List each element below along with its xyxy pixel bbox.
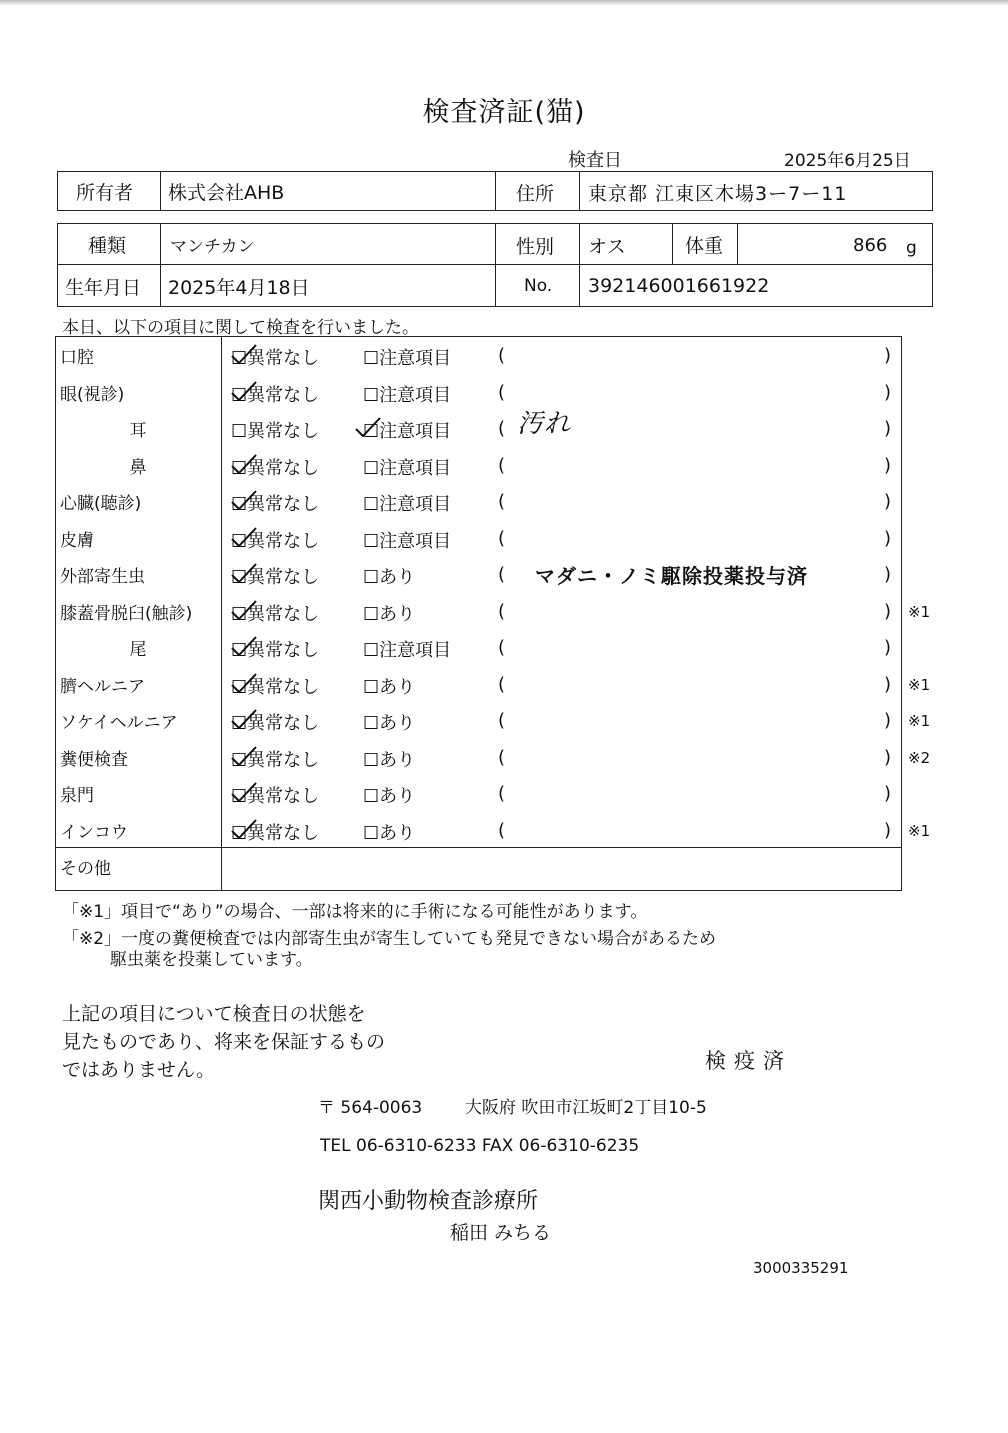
normal-checkbox[interactable]: ☐異常なし: [231, 713, 320, 734]
normal-checkbox[interactable]: ☐異常なし: [231, 530, 320, 552]
option-checkbox[interactable]: ☐注意項目: [363, 384, 452, 406]
sex-label: 性別: [516, 236, 555, 258]
disclaimer: [62, 1000, 385, 1084]
number-label: No.: [524, 276, 553, 296]
option-checkbox[interactable]: ☐あり: [363, 676, 416, 698]
row-label: 皮膚: [60, 530, 94, 551]
clinic-address: 大阪府 吹田市江坂町2丁目10-5: [465, 1098, 707, 1118]
pet-table: [57, 223, 933, 307]
normal-checkbox[interactable]: ☐異常なし: [231, 676, 320, 698]
open-paren: (: [498, 783, 506, 804]
check-mark-icon: [231, 673, 257, 693]
row-label: 臍ヘルニア: [60, 676, 145, 697]
address-value: 東京都 江東区木場3ー7ー11: [588, 183, 848, 205]
disclaimer-line-1: 上記の項目について検査日の状態を: [62, 1003, 366, 1025]
open-paren: (: [498, 637, 506, 658]
check-mark-icon: [231, 527, 257, 547]
check-row: [55, 628, 902, 665]
check-row: [55, 446, 902, 483]
footnote-2a: 「※2」一度の糞便検査では内部寄生虫が寄生していても発見できない場合があるため: [62, 929, 717, 949]
check-row: [55, 738, 902, 775]
normal-checkbox[interactable]: ☐異常なし: [231, 384, 320, 406]
footnote-2b: 駆虫薬を投薬しています。: [110, 950, 313, 970]
sex-value: オス: [588, 236, 626, 258]
option-checkbox[interactable]: ☐あり: [363, 603, 416, 625]
open-paren: (: [498, 819, 506, 841]
close-paren: ): [884, 746, 892, 768]
owner-table: [57, 171, 933, 211]
normal-checkbox[interactable]: ☐異常なし: [231, 603, 320, 625]
row-label: インコウ: [60, 822, 128, 843]
close-paren: ): [884, 783, 892, 804]
check-row: [55, 592, 902, 629]
exam-date: 2025年6月25日: [784, 151, 911, 171]
option-checkbox[interactable]: ☐あり: [363, 713, 416, 734]
number-value: 392146001661922: [588, 275, 770, 297]
option-checkbox[interactable]: ☐あり: [363, 567, 416, 588]
check-mark-icon: [231, 454, 257, 474]
scan-edge: [0, 0, 1008, 6]
check-row: [55, 482, 902, 519]
owner-label: 所有者: [76, 182, 134, 204]
check-row: [55, 409, 902, 446]
footnote-mark: ※1: [908, 821, 931, 840]
check-row: [55, 811, 902, 848]
check-mark-icon: [231, 782, 257, 802]
option-checkbox[interactable]: ☐あり: [363, 749, 416, 771]
check-row: [55, 336, 902, 373]
clinic-name: 関西小動物検査診療所: [318, 1189, 539, 1214]
weight-unit: g: [906, 238, 917, 258]
close-paren: ): [884, 454, 892, 476]
normal-checkbox[interactable]: ☐異常なし: [231, 348, 320, 369]
close-paren: ): [884, 673, 892, 695]
normal-checkbox[interactable]: ☐異常なし: [231, 421, 320, 442]
row-label: 鼻: [129, 457, 147, 478]
weight-label: 体重: [685, 235, 724, 257]
check-mark-icon: [231, 490, 257, 510]
open-paren: (: [498, 746, 506, 768]
check-mark-icon: [231, 709, 257, 729]
close-paren: ): [884, 600, 892, 622]
open-paren: (: [498, 564, 506, 585]
check-mark-icon: [231, 746, 257, 766]
normal-checkbox[interactable]: ☐異常なし: [231, 822, 320, 844]
open-paren: (: [498, 527, 506, 549]
row-label: 糞便検査: [60, 749, 128, 770]
normal-checkbox[interactable]: ☐異常なし: [231, 457, 320, 479]
check-rows: [55, 336, 902, 891]
row-label: 眼(視診): [60, 384, 125, 405]
row-label: 尾: [129, 640, 147, 660]
check-mark-icon: [231, 819, 257, 839]
close-paren: ): [884, 345, 892, 366]
open-paren: (: [498, 673, 506, 695]
row-note: マダニ・ノミ駆除投薬投与済: [535, 564, 808, 588]
option-checkbox[interactable]: ☐注意項目: [363, 640, 452, 661]
check-mark-icon: [231, 563, 257, 583]
check-row: [55, 774, 902, 811]
disclaimer-line-2: 見たものであり、将来を保証するもの: [62, 1031, 386, 1053]
row-label: 膝蓋骨脱臼(触診): [60, 603, 193, 624]
page-title: 検査済証(猫): [422, 97, 586, 128]
close-paren: ): [884, 710, 892, 731]
birth-label: 生年月日: [65, 277, 142, 299]
postal-code: 〒 564-0063: [318, 1098, 423, 1118]
normal-checkbox[interactable]: ☐異常なし: [231, 640, 320, 661]
close-paren: ): [884, 637, 892, 658]
row-label: 耳: [129, 421, 147, 441]
option-checkbox[interactable]: ☐注意項目: [363, 457, 452, 479]
normal-checkbox[interactable]: ☐異常なし: [231, 494, 320, 515]
open-paren: (: [498, 454, 506, 476]
check-row: [55, 701, 902, 738]
open-paren: (: [498, 345, 506, 366]
close-paren: ): [884, 527, 892, 549]
open-paren: (: [498, 710, 506, 731]
option-checkbox[interactable]: ☐あり: [363, 822, 416, 844]
check-row: [55, 373, 902, 410]
weight-value: 866: [853, 235, 888, 256]
document-id: 3000335291: [753, 1259, 849, 1277]
row-label: ソケイヘルニア: [60, 713, 178, 733]
check-mark-icon: [231, 344, 257, 364]
breed-label: 種類: [88, 235, 127, 257]
option-checkbox[interactable]: ☐注意項目: [363, 421, 452, 442]
owner-value: 株式会社AHB: [168, 182, 285, 204]
option-checkbox[interactable]: ☐注意項目: [363, 348, 452, 369]
open-paren: (: [498, 600, 506, 622]
option-checkbox[interactable]: ☐注意項目: [363, 494, 452, 515]
check-mark-icon: [355, 417, 381, 437]
check-mark-icon: [231, 600, 257, 620]
option-checkbox[interactable]: ☐あり: [363, 786, 416, 807]
footnote-mark: ※2: [908, 748, 931, 767]
address-label: 住所: [516, 183, 555, 205]
open-paren: (: [498, 381, 506, 403]
check-row-other: [55, 847, 902, 884]
check-mark-icon: [231, 381, 257, 401]
clinic-phone: TEL 06-6310-6233 FAX 06-6310-6235: [320, 1136, 640, 1156]
exam-date-label: 検査日: [568, 150, 622, 171]
row-label: 泉門: [60, 786, 94, 806]
check-row: [55, 519, 902, 556]
birth-value: 2025年4月18日: [168, 277, 310, 299]
footnote-mark: ※1: [908, 675, 931, 694]
option-checkbox[interactable]: ☐注意項目: [363, 530, 452, 552]
quarantine-stamp: 検疫済: [705, 1049, 792, 1073]
footnote-mark: ※1: [908, 712, 931, 730]
row-label: 口腔: [60, 348, 94, 368]
check-row: [55, 665, 902, 702]
open-paren: (: [498, 418, 506, 439]
footnote-1: 「※1」項目で“あり”の場合、一部は将来的に手術になる可能性があります。: [62, 902, 648, 922]
row-label: 心臓(聴診): [60, 494, 142, 514]
open-paren: (: [498, 491, 506, 512]
close-paren: ): [884, 564, 892, 585]
close-paren: ): [884, 491, 892, 512]
normal-checkbox[interactable]: ☐異常なし: [231, 567, 320, 588]
vet-name: 稲田 みちる: [450, 1222, 552, 1244]
row-note: 汚れ: [517, 409, 572, 439]
close-paren: ): [884, 418, 892, 439]
close-paren: ): [884, 381, 892, 403]
intro-text: 本日、以下の項目に関して検査を行いました。: [62, 318, 419, 338]
row-label: その他: [60, 859, 111, 879]
check-row: [55, 555, 902, 592]
close-paren: ): [884, 819, 892, 841]
breed-value: マンチカン: [170, 237, 255, 257]
footnote-mark: ※1: [908, 602, 931, 621]
check-mark-icon: [231, 636, 257, 656]
normal-checkbox[interactable]: ☐異常なし: [231, 786, 320, 807]
disclaimer-line-3: ではありません。: [62, 1059, 216, 1081]
normal-checkbox[interactable]: ☐異常なし: [231, 749, 320, 771]
row-label: 外部寄生虫: [60, 567, 145, 587]
